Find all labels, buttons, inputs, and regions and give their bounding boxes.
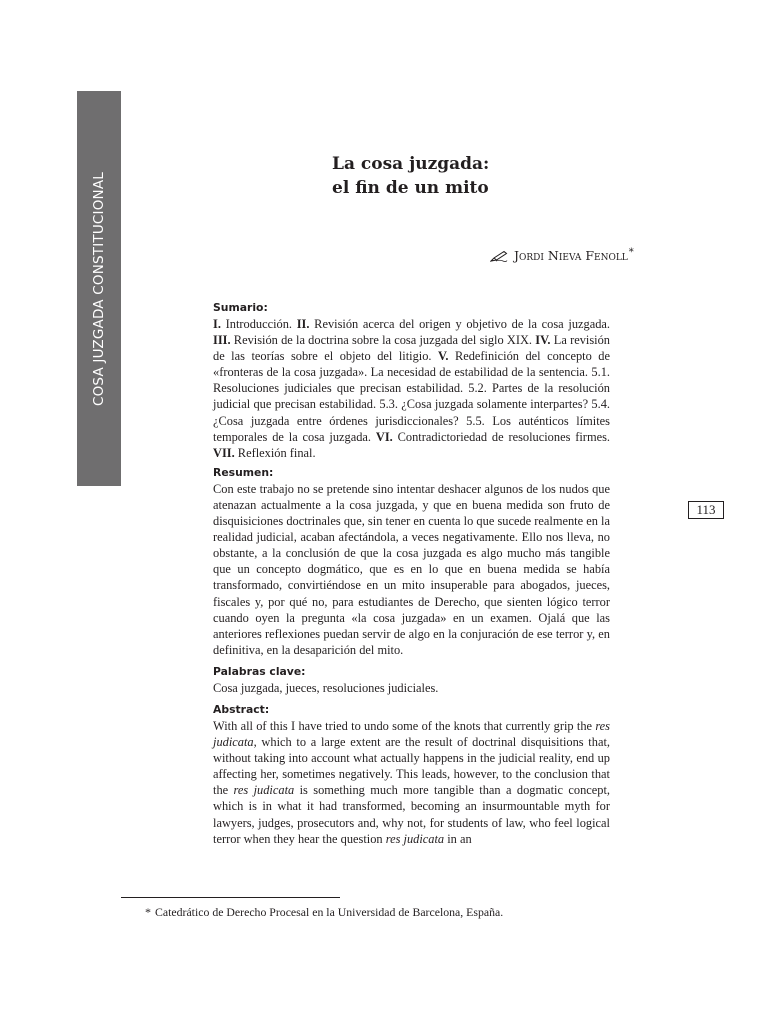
abstract-italic: res judicata xyxy=(385,831,445,846)
sumario-item-text: Redefinición del concepto de «fronteras de la cosa juzgada». La necesidad de estabilidad de la sentencia. 5.1. Resoluciones judiciales que precisan estabilidad. 5.2. Partes de la resolución judicial que precisan estabilidad. 5.3. ¿Cosa juzgada solamente interpartes? 5.4. ¿Cosa juzgada entre órdenes jurisdiccionales? 5.5. Los auténticos límites temporales de la cosa juzgada. xyxy=(213,349,610,444)
abstract-part: , which to a large extent are the result of doctrinal disquisitions that, without taking into account what actually happens in the judicial reality, end up affecting her, sometimes negatively. This leads, however, to the conclusion that the xyxy=(213,735,610,798)
footnote-mark: * xyxy=(145,905,151,919)
sumario-text xyxy=(213,316,610,461)
palabras-clave-section xyxy=(213,664,610,696)
sumario-num: VI. xyxy=(375,429,393,444)
sumario-item-text: Introducción. xyxy=(220,317,297,331)
sumario-num: V. xyxy=(438,349,449,364)
footnote-text: Catedrático de Derecho Procesal en la Universidad de Barcelona, España. xyxy=(155,905,504,919)
author-name: Jordi Nieva Fenoll xyxy=(514,248,628,263)
article-title xyxy=(332,152,489,200)
sumario-item-text: La revisión de las teorías sobre el objeto del litigio. xyxy=(213,333,610,364)
section-label: COSA JUZGADA CONSTITUCIONAL xyxy=(91,171,107,406)
section-side-tab xyxy=(77,91,121,486)
footnote-divider xyxy=(121,897,340,898)
author-line xyxy=(490,247,634,265)
page-number: 113 xyxy=(688,501,724,519)
palabras-clave-text: Cosa juzgada, jueces, resoluciones judiciales. xyxy=(213,680,439,695)
sumario-item-text: Contradictoriedad de resoluciones firmes. xyxy=(392,429,610,444)
abstract-part: With all of this I have tried to undo some of the knots that currently grip the xyxy=(213,718,596,733)
sumario-heading: Sumario: xyxy=(213,301,268,314)
sumario-num: IV. xyxy=(535,333,551,348)
sumario-num: III. xyxy=(213,333,231,348)
article-body xyxy=(213,300,610,847)
resumen-heading: Resumen: xyxy=(213,465,274,479)
resumen-text: Con este trabajo no se pretende sino intentar deshacer algunos de los nudos que atenazan actualmente a la cosa juzgada, y que en buena medida son fruto de disquisiciones doctrinales que, sin tener en cuenta lo que sucede realmente en la realidad judicial, acaban afectándola, a veces negativamente. Ello nos lleva, no obstante, a la conclusión de que la cosa juzgada es algo mucho más tangible que un concepto dogmático, que es en lo que en buena medida se había transformado, convirtiéndose en un mito insuperable para abogados, jueces, fiscales y, por qué no, para estudiantes de Derecho, que sienten lógico terror cuando oyen la pregunta «la cosa juzgada» en un examen. Ojalá que las anteriores reflexiones puedan servir de algo en la conjuración de ese terror y, en definitiva, en la desaparición del mito. xyxy=(213,481,610,657)
palabras-clave-heading: Palabras clave: xyxy=(213,664,306,678)
sumario-item-text: Revisión acerca del origen y objetivo de la cosa juzgada. xyxy=(309,317,611,331)
abstract-part: is something much more tangible than a dogmatic concept, which is in what it had transformed, becoming an insurmountable myth for lawyers, judges, prosecutors and, why not, for students of law, who feel logical terror when they hear the question xyxy=(213,783,611,846)
resumen-section xyxy=(213,465,610,658)
sumario-item-text: Reflexión final. xyxy=(234,445,316,460)
sumario-num: I. xyxy=(213,317,221,331)
author-footnote-mark: * xyxy=(628,247,634,258)
abstract-section xyxy=(213,702,610,847)
abstract-part: in an xyxy=(444,831,472,846)
abstract-heading: Abstract: xyxy=(213,702,270,716)
abstract-italic: res judicata xyxy=(213,718,610,750)
abstract-italic: res judicata xyxy=(233,783,295,798)
abstract-text xyxy=(213,718,610,847)
title-line-2: el fin de un mito xyxy=(332,178,489,198)
sumario-item-text: Revisión de la doctrina sobre la cosa juzgada del siglo XIX. xyxy=(230,333,536,348)
sumario-num: II. xyxy=(296,317,310,331)
title-line-1: La cosa juzgada: xyxy=(332,154,490,174)
pen-writing-icon xyxy=(490,250,508,265)
footnote xyxy=(145,905,503,920)
sumario-num: VII. xyxy=(213,445,235,460)
sumario-section xyxy=(213,300,610,461)
